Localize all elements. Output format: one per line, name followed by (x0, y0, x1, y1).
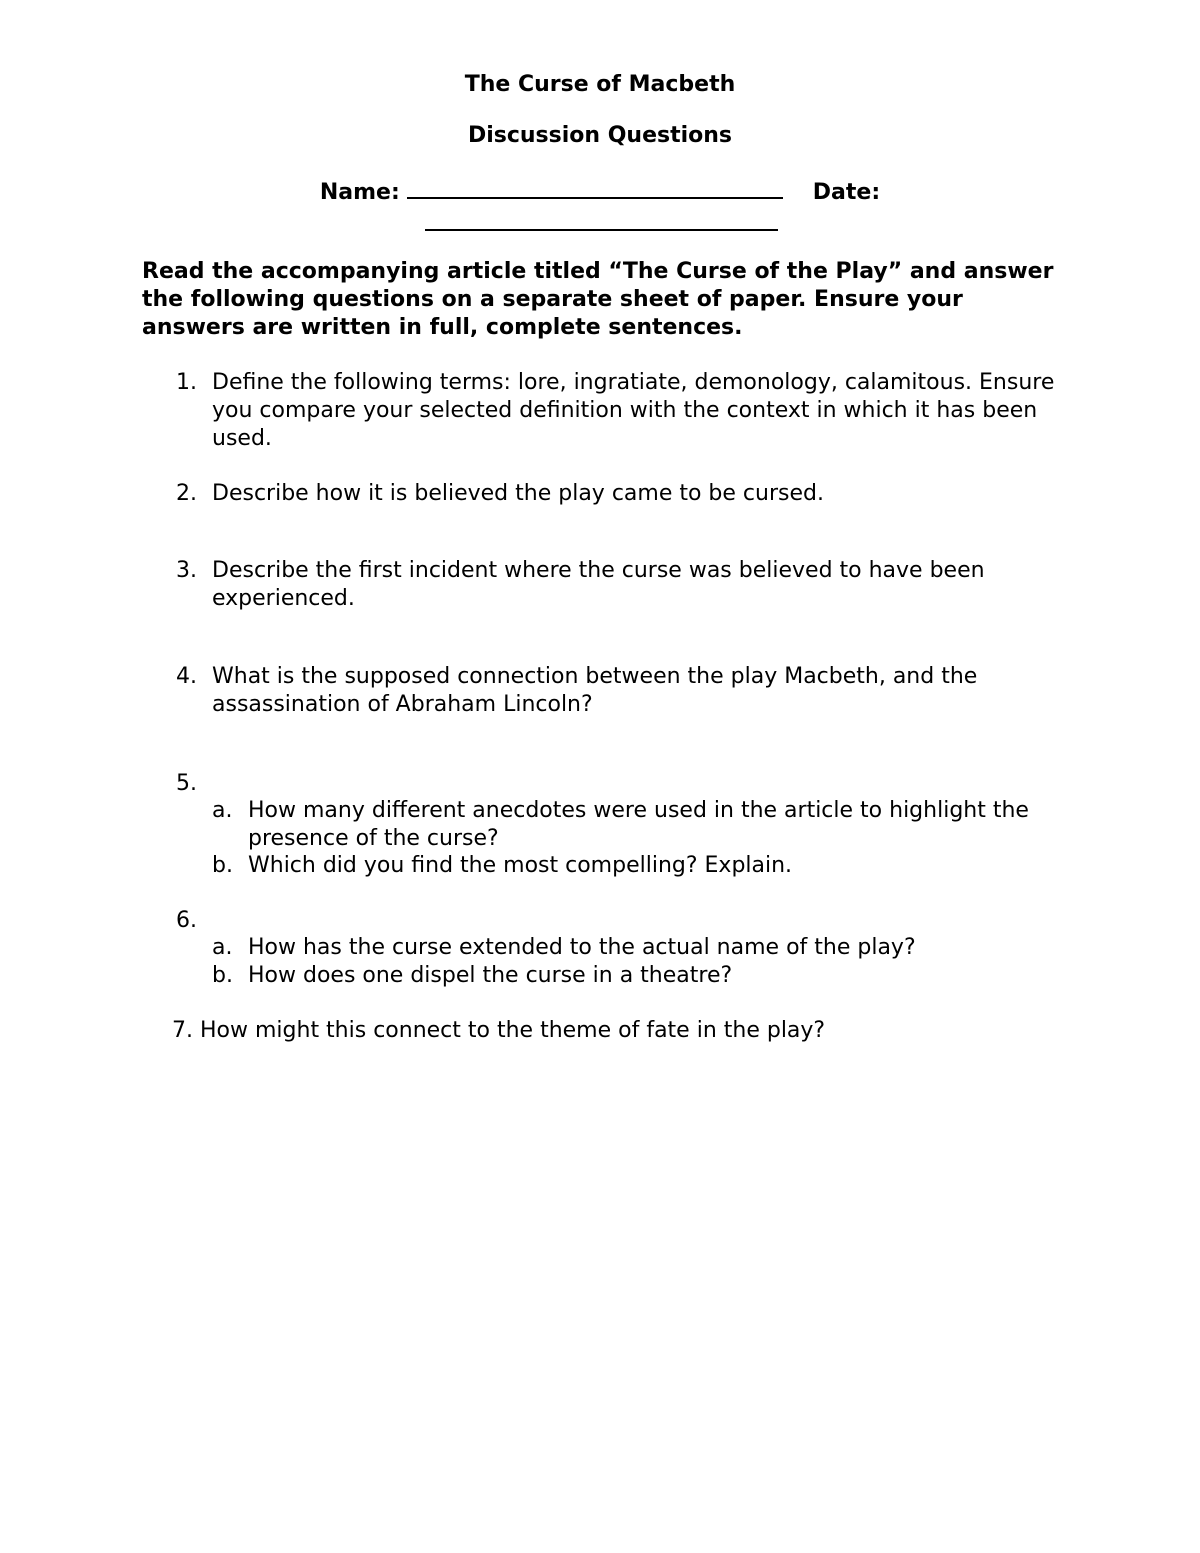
part-text: How many different anecdotes were used in the article to highlight the presence of the curse? (248, 798, 1029, 851)
question-text: Describe how it is believed the play came to be cursed. (212, 481, 824, 506)
question-number: 6. (176, 908, 197, 933)
document-subtitle: Discussion Questions (467, 123, 733, 148)
question-text: What is the supposed connection between the play Macbeth, and the assassination of Abraham Lincoln? (212, 664, 978, 717)
part-letter: b. (212, 853, 233, 878)
date-blank-line (425, 229, 778, 231)
question-number: 4. (176, 664, 197, 689)
name-blank-line (407, 177, 783, 199)
document-title: The Curse of Macbeth (464, 72, 736, 97)
question-number: 2. (176, 481, 197, 506)
question-number: 3. (176, 558, 197, 583)
part-text: Which did you find the most compelling? Explain. (248, 853, 793, 878)
question-number: 1. (176, 370, 197, 395)
name-date-row (0, 177, 1200, 207)
question-text: How might this connect to the theme of fate in the play? (200, 1018, 826, 1043)
part-text: How does one dispel the curse in a theatre? (248, 963, 733, 988)
question-text: Describe the first incident where the curse was believed to have been experienced. (212, 558, 985, 611)
instructions: Read the accompanying article titled “The Curse of the Play” and answer the following questions on a separate sheet of paper. Ensure your answers are written in full, complete sentences. (142, 259, 1054, 340)
part-text: How has the curse extended to the actual name of the play? (248, 935, 916, 960)
question-number: 7. (172, 1018, 193, 1043)
part-letter: b. (212, 963, 233, 988)
date-label: Date: (812, 180, 881, 205)
question-text: Define the following terms: lore, ingratiate, demonology, calamitous. Ensure you compare your selected definition with the context in which it has been used. (212, 370, 1055, 451)
name-label: Name: (319, 180, 400, 205)
part-letter: a. (212, 798, 233, 823)
question-7 (172, 1017, 1072, 1045)
question-number: 5. (176, 771, 197, 796)
part-letter: a. (212, 935, 233, 960)
